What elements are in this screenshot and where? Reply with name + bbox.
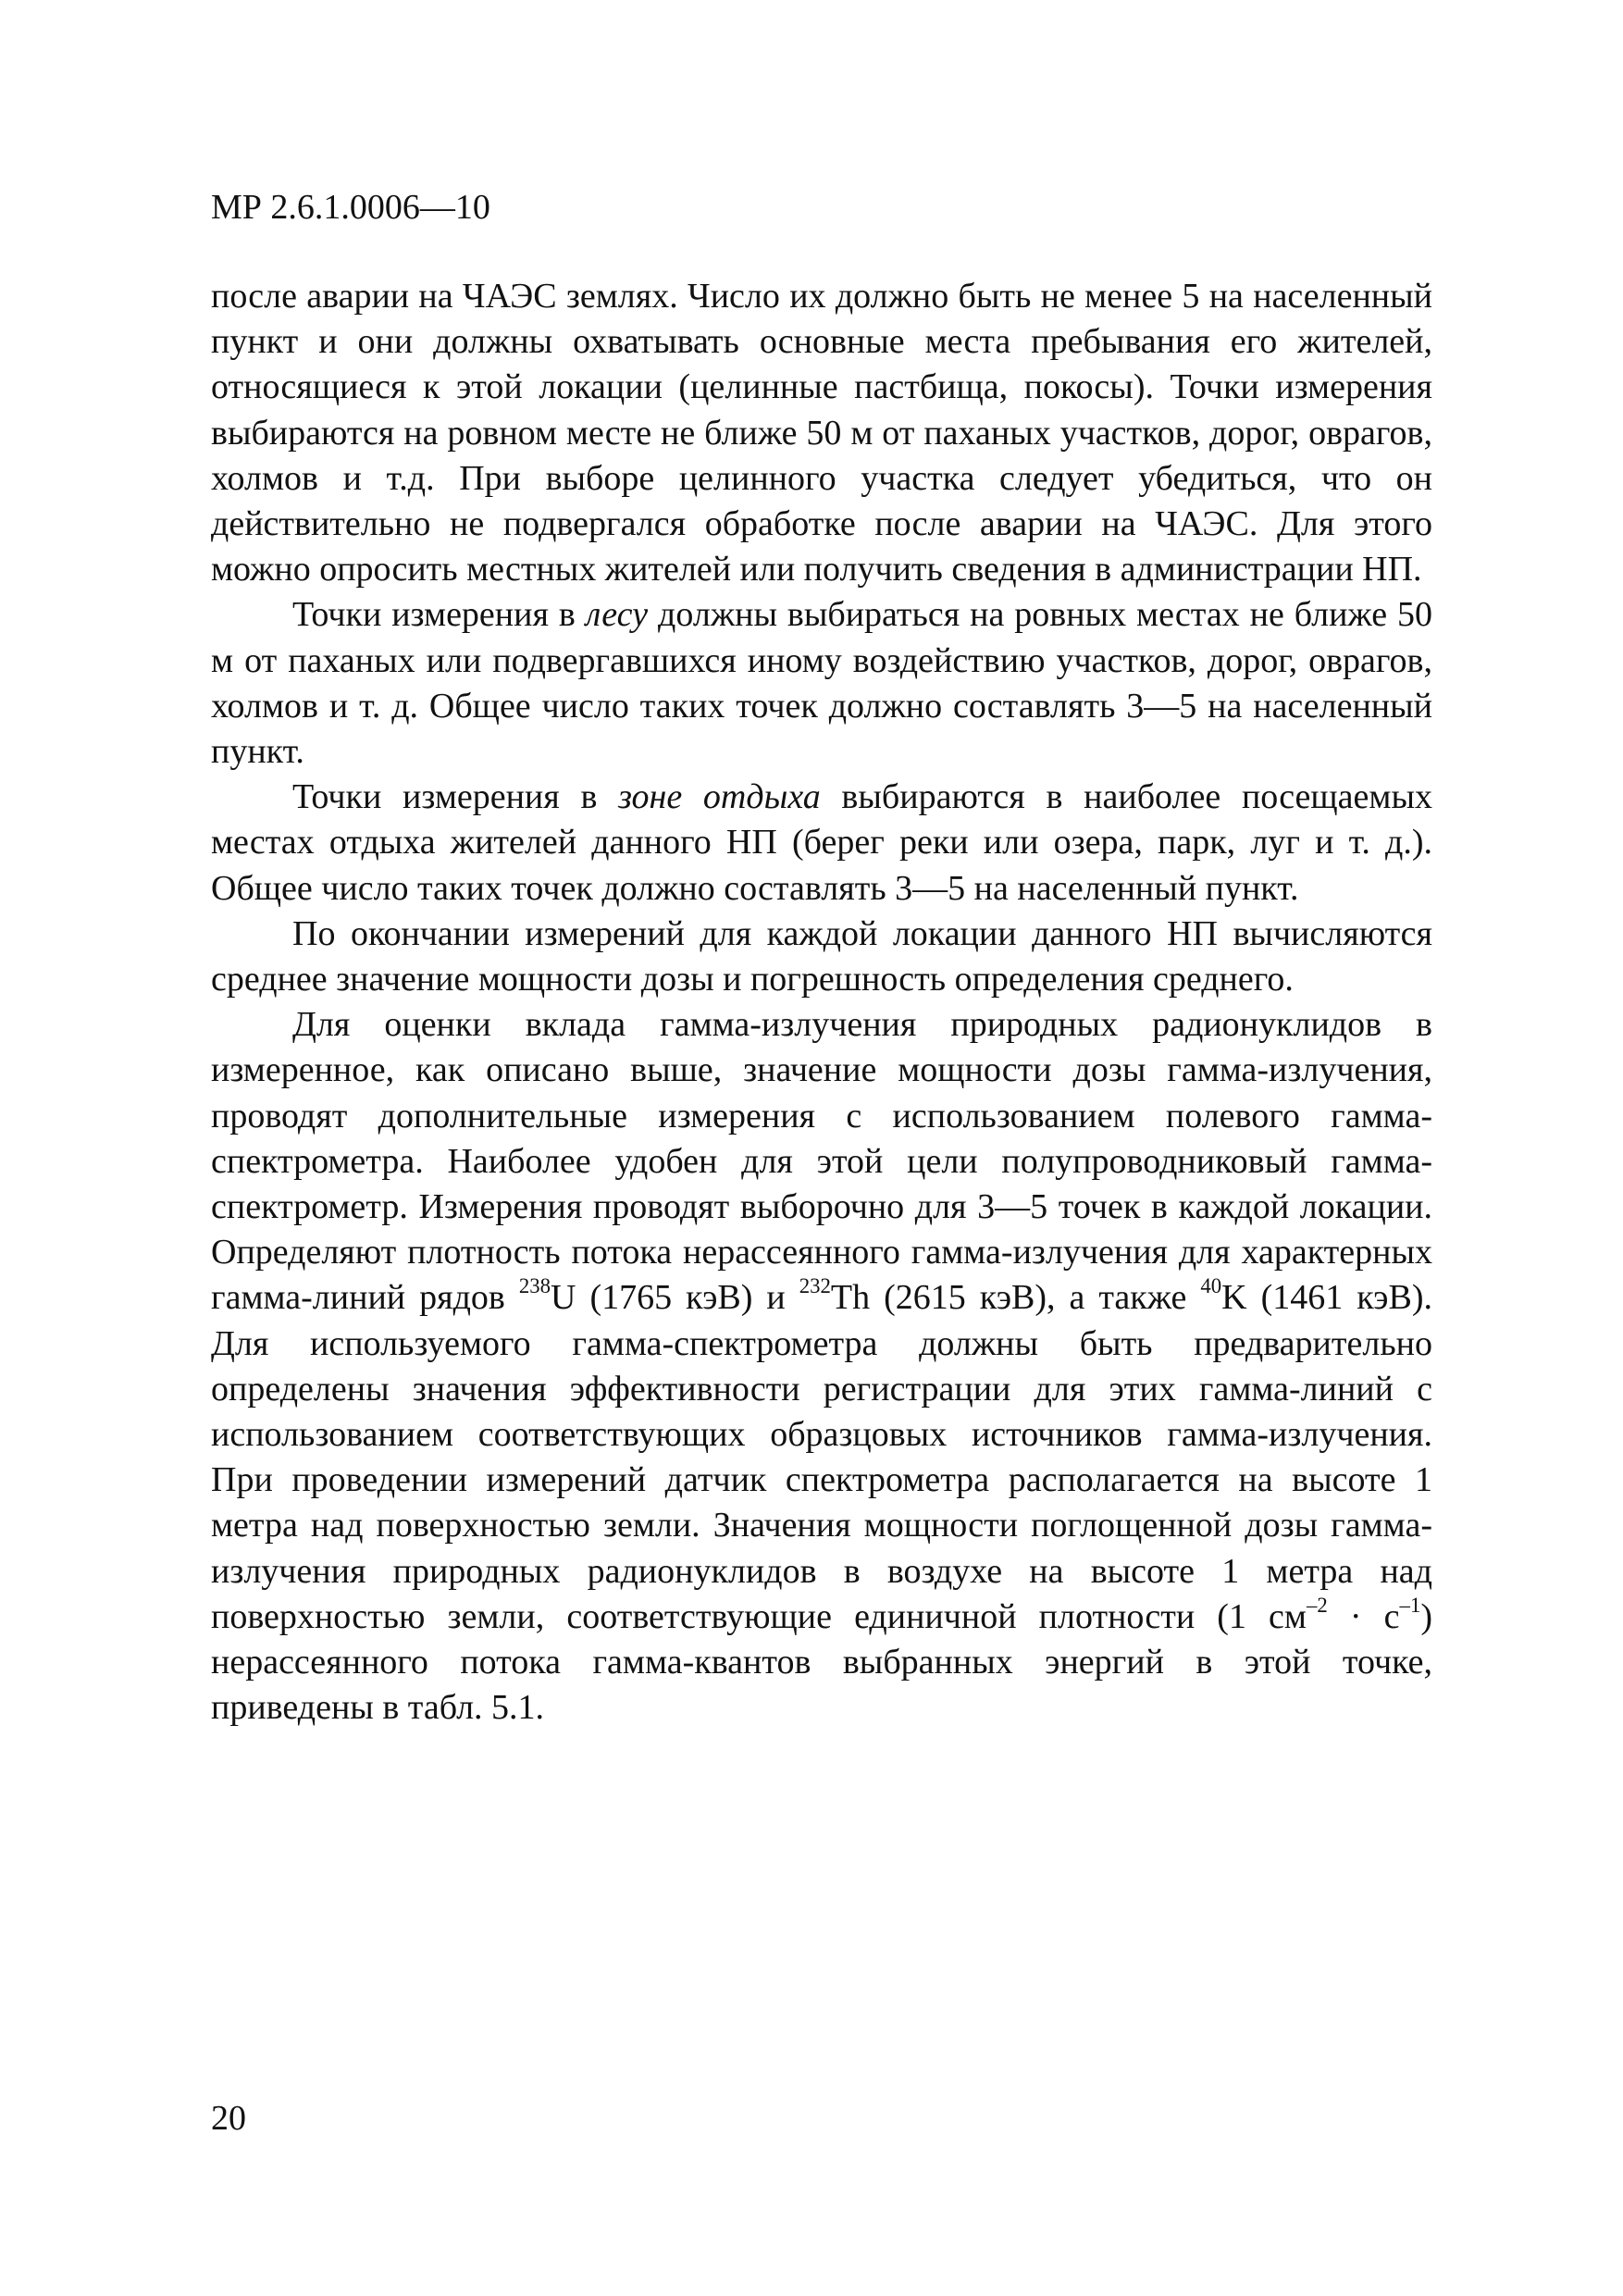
paragraph-2 — [211, 592, 1432, 775]
paragraph-2-emphasis: лесу — [585, 595, 649, 635]
paragraph-5-text-3: Th (2615 кэВ), а также — [830, 1278, 1201, 1318]
paragraph-3-text-a: Точки измерения в — [292, 777, 619, 817]
paragraph-1: после аварии на ЧАЭС землях. Число их должно быть не менее 5 на населенный пункт и они должны охватывать основные места пребывания его жителей, относящиеся к этой локации (целинные пастбища, покосы). Точки измерения выбираются на ровном месте не ближе 50 м от паханых участков, дорог, оврагов, холмов и т.д. При выборе целинного участка следует убедиться, что он действительно не подвергался обработке после аварии на ЧАЭС. Для этого можно опросить местных жителей или получить сведения в администрации НП. — [211, 277, 1432, 590]
superscript-cm-exponent: –2 — [1306, 1593, 1328, 1617]
superscript-k40: 40 — [1200, 1274, 1222, 1298]
paragraph-3-text-b: выбираются в наиболее посещаемых местах отдыха жителей данного НП (берег реки или озера, парк, луг и т. д.). Общее число таких точек должно составлять 3—5 на населенный пункт. — [211, 777, 1432, 908]
superscript-th232: 232 — [799, 1274, 831, 1298]
paragraph-5-text-4: K (1461 кэВ). Для используемого гамма-спектрометра должны быть предварительно определены значения эффективности регистрации для этих гамма-линий с использованием соответствующих образцовых источников гамма-излучения. При проведении измерений датчик спектрометра располагается на высоте 1 метра над поверхностью земли. Значения мощности поглощенной дозы гамма-излучения природных радионуклидов в воздухе на высоте 1 метра над поверхностью земли, соответствующие единичной плотности (1 см — [211, 1278, 1432, 1636]
paragraph-5 — [211, 1002, 1432, 1731]
paragraph-3 — [211, 775, 1432, 912]
paragraph-2-text-b: должны выбираться на ровных местах не ближе 50 м от паханых или подвергавшихся иному воздействию участков, дорог, оврагов, холмов и т. д. Общее число таких точек должно составлять 3—5 на населенный пункт. — [211, 595, 1432, 772]
paragraph-5-text-5: · с — [1327, 1596, 1400, 1636]
paragraph-5-text-1: Для оценки вклада гамма-излучения природных радионуклидов в измеренное, как описано выше, значение мощности дозы гамма-излучения, проводят дополнительные измерения с использованием полевого гамма-спектрометра. Наиболее удобен для этой цели полупроводниковый гамма-спектрометр. Измерения проводят выборочно для 3—5 точек в каждой локации. Определяют плотность потока нерассеянного гамма-излучения для характерных гамма-линий рядов — [211, 1005, 1432, 1318]
superscript-s-exponent: –1 — [1399, 1593, 1421, 1617]
paragraph-5-text-6: ) нерассеянного потока гамма-квантов выбранных энергий в этой точке, приведены в табл. 5.1. — [211, 1596, 1432, 1728]
paragraph-4: По окончании измерений для каждой локации данного НП вычисляются среднее значение мощности дозы и погрешность определения среднего. — [211, 913, 1432, 999]
page-number: 20 — [211, 2099, 246, 2138]
body-text — [211, 274, 1432, 1731]
paragraph-2-text-a: Точки измерения в — [292, 595, 586, 635]
paragraph-5-text-2: U (1765 кэВ) и — [551, 1278, 799, 1318]
document-code-header: МР 2.6.1.0006—10 — [211, 188, 490, 227]
paragraph-3-emphasis: зоне отдыха — [618, 777, 821, 817]
superscript-u238: 238 — [518, 1274, 551, 1298]
